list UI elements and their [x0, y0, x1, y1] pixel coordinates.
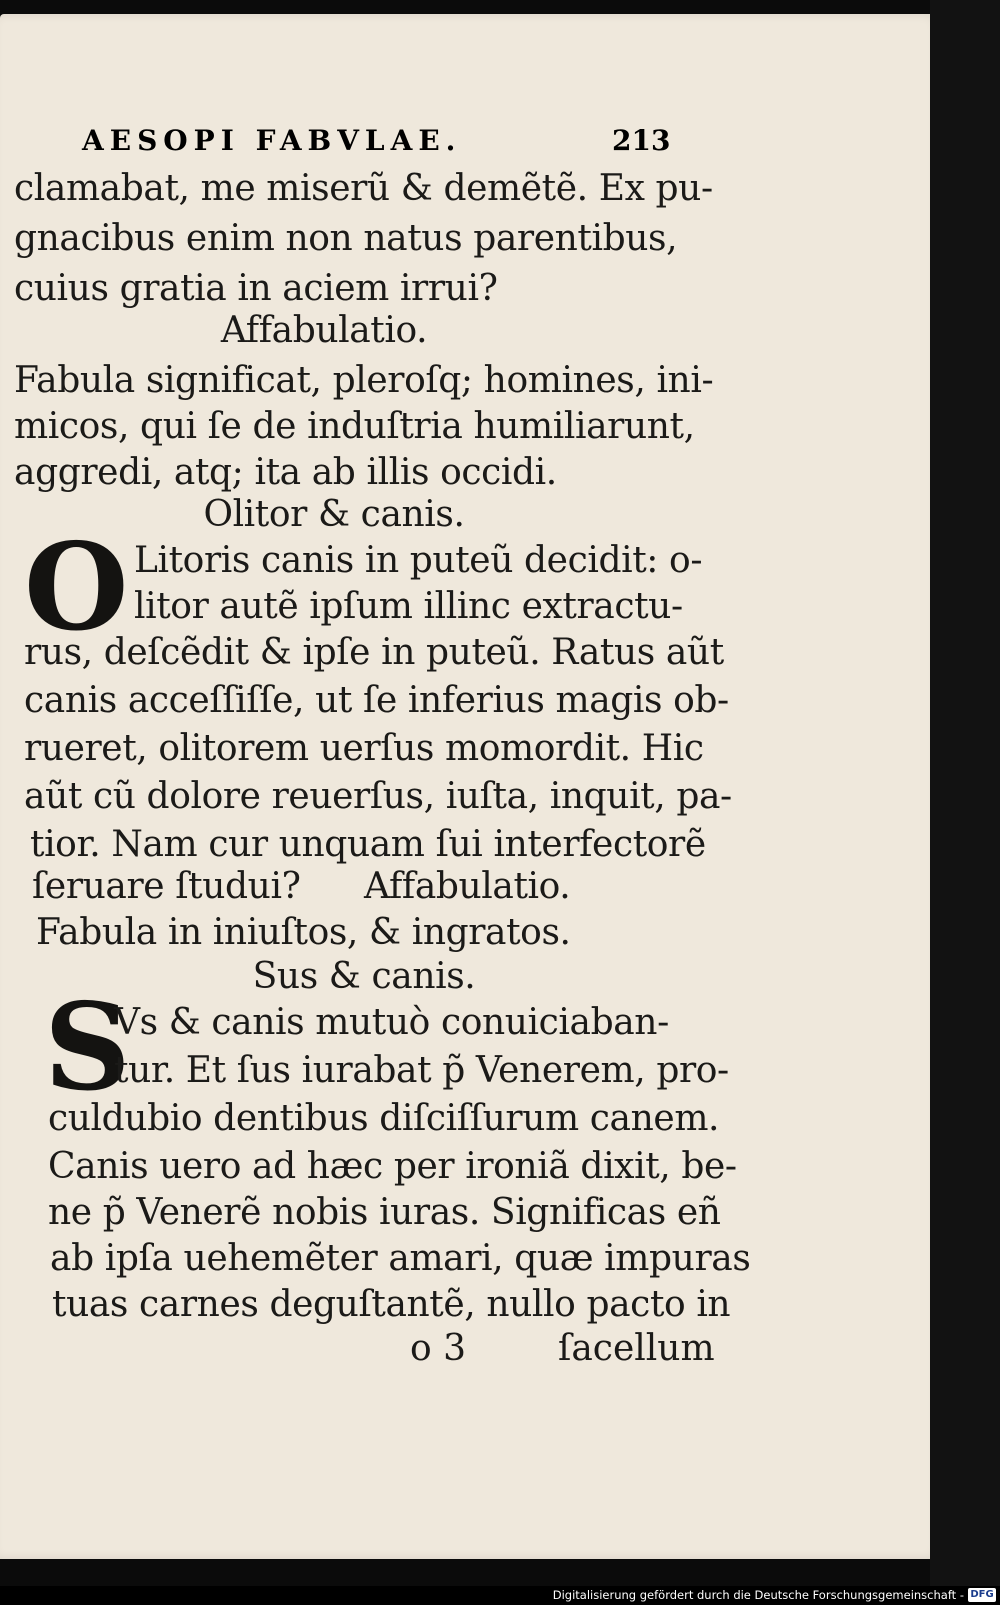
text-line: litor autẽ ipſum illinc extractu-: [134, 586, 683, 627]
text-line: cuius gratia in aciem irrui?: [14, 268, 498, 309]
running-head-title: AESOPI FABVLAE.: [82, 124, 462, 157]
drop-cap-o: O: [24, 517, 129, 658]
text-line: Litoris canis in puteũ decidit: o-: [134, 540, 703, 581]
section-heading-affabulatio: Affabulatio.: [364, 866, 571, 907]
text-line: Vs & canis mutuò conuiciaban-: [114, 1002, 669, 1043]
footer-credit: Digitalisierung gefördert durch die Deutsche Forschungsgemeinschaft -: [552, 1588, 964, 1602]
scan-background-edge: [930, 0, 1000, 1605]
page-number: 213: [612, 124, 671, 157]
text-line: Canis uero ad hæc per ironiã dixit, be-: [48, 1146, 737, 1187]
fable-title-sus: Sus & canis.: [252, 956, 476, 997]
text-line: rus, deſcẽdit & ipſe in puteũ. Ratus aũt: [24, 632, 724, 673]
text-line: tuas carnes deguſtantẽ, nullo pacto in: [52, 1284, 731, 1325]
text-line: ne p̃ Venerẽ nobis iuras. Significas eñ: [48, 1192, 721, 1233]
text-line: ſeruare ſtudui?: [32, 866, 301, 907]
text-line: Fabula significat, pleroſq; homines, ini-: [14, 360, 714, 401]
dfg-logo-icon: DFG: [968, 1588, 996, 1602]
text-line: aũt cũ dolore reuerſus, iuſta, inquit, pa-: [24, 776, 732, 817]
fable-title-olitor: Olitor & canis.: [203, 494, 465, 535]
text-line: gnacibus enim non natus parentibus,: [14, 218, 678, 259]
signature-mark: o 3: [410, 1328, 467, 1369]
moral-line: Fabula in iniuſtos, & ingratos.: [36, 912, 571, 953]
text-line: clamabat, me miserũ & demẽtẽ. Ex pu-: [14, 168, 713, 209]
text-line: tior. Nam cur unquam ſui interfectorẽ: [30, 824, 706, 865]
text-line: canis acceſſiſſe, ut ſe inferius magis ob-: [24, 680, 729, 721]
text-line: rueret, olitorem uerſus momordit. Hic: [24, 728, 704, 769]
text-line: aggredi, atq; ita ab illis occidi.: [14, 452, 557, 493]
text-line: culdubio dentibus diſciſſurum canem.: [48, 1098, 720, 1139]
drop-cap-s: S: [44, 977, 131, 1118]
text-line: ab ipſa uehemẽter amari, quæ impuras: [50, 1238, 751, 1279]
section-heading-affabulatio: Affabulatio.: [220, 310, 428, 351]
book-page: [0, 14, 942, 1559]
text-line: micos, qui ſe de induſtria humiliarunt,: [14, 406, 695, 447]
text-line: tur. Et ſus iurabat p̃ Venerem, pro-: [114, 1050, 729, 1091]
catchword: ſacellum: [558, 1328, 715, 1369]
